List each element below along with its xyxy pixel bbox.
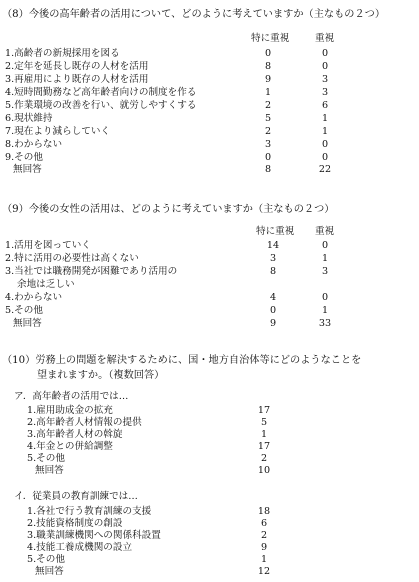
q8-item-v1: 9 [264,74,272,85]
q9-item-label: 3.当社では職務開発が困難であり活用の [5,266,178,277]
q8-item-label: 5.作業環境の改善を行い、就労しやすくする [5,100,197,111]
q10a-item-value: 17 [257,405,271,416]
q10b-item-value: 6 [260,518,268,529]
q9-item-v1: 8 [269,266,277,277]
q8-title: （8）今後の高年齢者の活用について、どのように考えていますか（主なもの２つ） [2,9,386,20]
q8-item-label: 無回答 [13,164,42,175]
q8-item-v2: 3 [321,87,329,98]
q10b-item-value: 1 [260,554,268,565]
q8-item-v1: 2 [264,126,272,137]
q9-item-label: 4.わからない [5,292,63,303]
q8-item-label: 6.現状維持 [5,113,53,124]
q8-item-v1: 1 [264,87,272,98]
q10a-item-label: 無回答 [35,465,64,476]
q8-item-label: 1.高齢者の新規採用を図る [5,48,120,59]
q10b-item-label: 1.各社で行う教育訓練の支援 [27,506,152,517]
q10-title-cont: 望まれますか。（複数回答） [37,370,165,381]
q8-item-v2: 0 [321,61,329,72]
q8-item-v2: 0 [321,48,329,59]
q8-item-v2: 0 [321,139,329,150]
q10a-item-label: 3.高年齢者人材の斡旋 [27,429,123,440]
q8-item-label: 7.現在より減らしていく [5,126,111,137]
q9-item-label: 無回答 [13,318,42,329]
q9-item-v1: 9 [269,318,277,329]
q8-item-v1: 8 [264,164,272,175]
q10b-item-value: 2 [260,530,268,541]
q8-item-v2: 0 [321,152,329,163]
q8-item-v2: 22 [318,164,332,175]
q10a-item-value: 10 [257,465,271,476]
q10a-heading: ア．高年齢者の活用では… [14,391,129,402]
q9-item-label: 2.特に活用の必要性は高くない [5,253,139,264]
q8-item-v1: 5 [264,113,272,124]
q9-item-v2: 1 [321,253,329,264]
q8-col2-header: 重視 [315,33,335,44]
q9-item-v2: 3 [321,266,329,277]
q10a-item-label: 1.雇用助成金の拡充 [27,405,113,416]
q8-item-v1: 0 [264,48,272,59]
q8-item-label: 8.わからない [5,139,63,150]
q8-item-v2: 3 [321,74,329,85]
q9-item-v1: 14 [266,240,280,251]
q9-item-v2: 0 [321,240,329,251]
q10a-item-label: 4.年金との併給調整 [27,441,113,452]
q8-item-v1: 8 [264,61,272,72]
q9-item-v2: 0 [321,292,329,303]
q8-item-label: 3.再雇用により既存の人材を活用 [5,74,149,85]
q10a-item-label: 2.高年齢者人材情報の提供 [27,417,142,428]
q8-item-v2: 1 [321,113,329,124]
q9-item-v1: 4 [269,292,277,303]
q10a-item-value: 5 [260,417,268,428]
q10b-item-label: 4.技能工養成機関の設立 [27,542,133,553]
q10-title: （10）労務上の問題を解決するために、国・地方自治体等にどのようなことを [2,355,362,366]
q10b-item-value: 12 [257,566,271,577]
q8-item-label: 4.短時間勤務など高年齢者向けの制度を作る [5,87,197,98]
q8-item-label: 2.定年を延長し既存の人材を活用 [5,61,149,72]
q10a-item-label: 5.その他 [27,453,65,464]
q10b-heading: イ．従業員の教育訓練では… [14,491,138,502]
q9-item-label: 1.活用を図っていく [5,240,91,251]
q8-item-v1: 3 [264,139,272,150]
q8-item-v2: 6 [321,100,329,111]
q10b-item-value: 18 [257,506,271,517]
q9-col1-header: 特に重視 [256,226,295,237]
q10b-item-label: 2.技能資格制度の創設 [27,518,123,529]
q8-item-v2: 1 [321,126,329,137]
q10b-item-value: 9 [260,542,268,553]
q8-item-v1: 2 [264,100,272,111]
q10b-item-label: 3.職業訓練機関への関係科設置 [27,530,161,541]
q10a-item-value: 1 [260,429,268,440]
q9-item-v1: 0 [269,305,277,316]
q10b-item-label: 無回答 [35,566,64,577]
q8-item-v1: 0 [264,152,272,163]
q9-col2-header: 重視 [315,226,335,237]
q10a-item-value: 17 [257,441,271,452]
q9-title: （9）今後の女性の活用は、どのように考えていますか（主なもの２つ） [2,204,335,215]
q9-item-v2: 1 [321,305,329,316]
q10b-item-label: 5.その他 [27,554,65,565]
q8-col1-header: 特に重視 [251,33,290,44]
q8-item-label: 9.その他 [5,152,43,163]
q10a-item-value: 2 [260,453,268,464]
q9-item-label: 5.その他 [5,305,43,316]
q9-item-v2: 33 [318,318,332,329]
q9-item-v1: 3 [269,253,277,264]
q9-item-label-cont: 余地は乏しい [17,279,75,290]
